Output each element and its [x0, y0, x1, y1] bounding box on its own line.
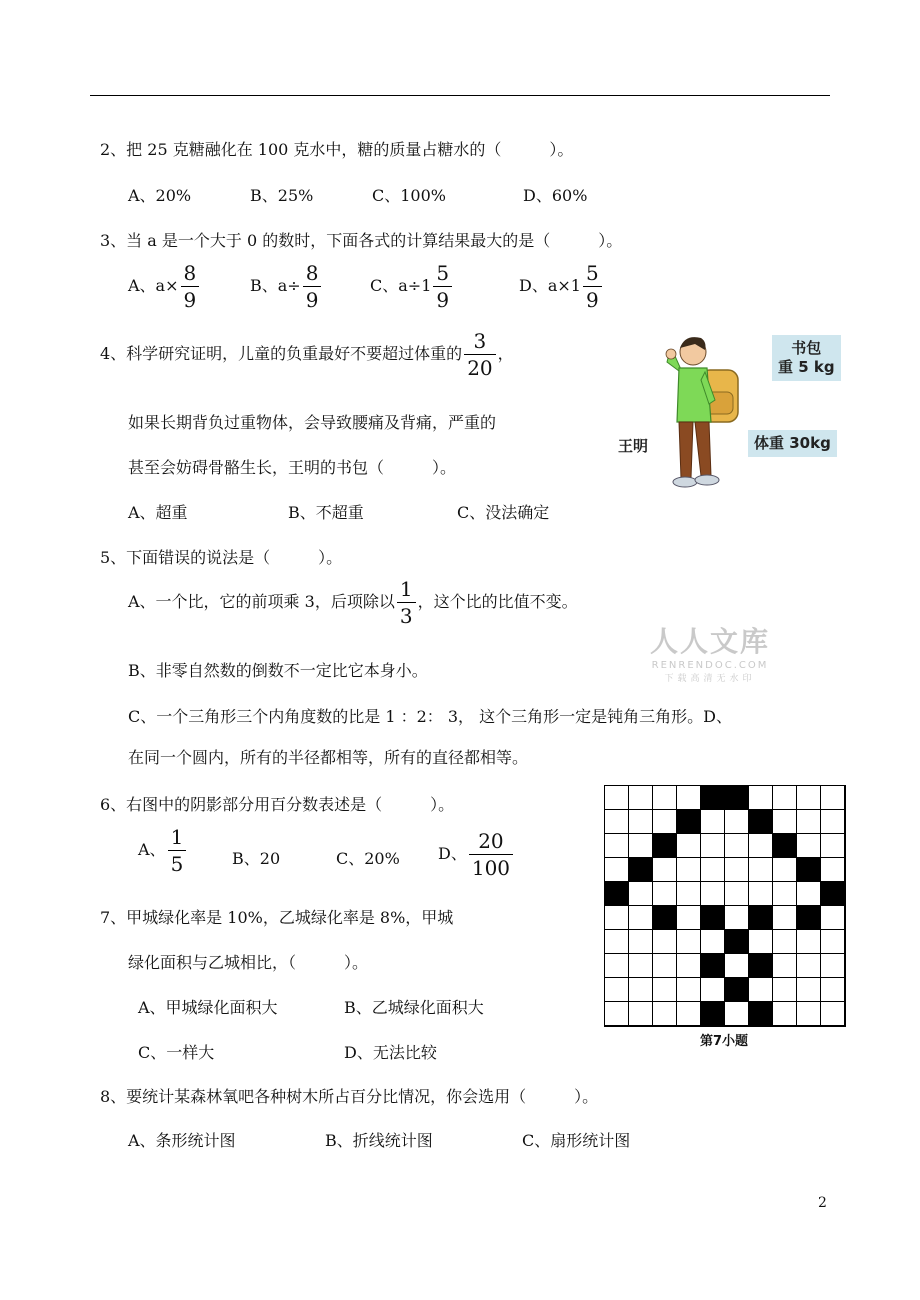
- grid-cell: [821, 858, 845, 882]
- q4-stem-text: 4、科学研究证明，儿童的负重最好不要超过体重的: [100, 344, 463, 363]
- grid-cell: [701, 978, 725, 1002]
- watermark: [645, 620, 775, 684]
- grid-cell: [605, 978, 629, 1002]
- grid-cell-shaded: [677, 810, 701, 834]
- q3-option-d-fraction: [583, 262, 602, 311]
- grid-cell: [653, 786, 677, 810]
- q6-option-c: C、20%: [336, 849, 400, 868]
- grid-cell: [821, 930, 845, 954]
- q8-option-b: B、折线统计图: [325, 1131, 433, 1150]
- grid-cell-shaded: [749, 906, 773, 930]
- grid-cell-shaded: [653, 834, 677, 858]
- grid-cell: [677, 954, 701, 978]
- q2-stem: 2、把 25 克糖融化在 100 克水中，糖的质量占糖水的（ ）。: [100, 140, 574, 159]
- grid-cell: [773, 930, 797, 954]
- grid-cell: [749, 930, 773, 954]
- grid-cell: [749, 834, 773, 858]
- grid-cell: [773, 882, 797, 906]
- grid-caption: 第7小题: [700, 1034, 749, 1049]
- backpack-label-line-2: 重 5 kg: [778, 357, 835, 376]
- grid-cell: [773, 954, 797, 978]
- q5-option-c: C、一个三角形三个内角度数的比是 1 ：2： 3， 这个三角形一定是钝角三角形。D、: [128, 707, 732, 726]
- boy-with-backpack-image: [645, 330, 755, 490]
- grid-cell: [605, 906, 629, 930]
- grid-cell: [749, 978, 773, 1002]
- grid-cell: [773, 978, 797, 1002]
- grid-cell: [725, 834, 749, 858]
- q4-fraction-denominator: 20: [464, 354, 495, 379]
- q5-option-b: B、非零自然数的倒数不一定比它本身小。: [128, 661, 428, 680]
- q5-fraction-denominator: 3: [397, 602, 416, 627]
- q6-option-a: [138, 826, 188, 875]
- q4-line-3: 甚至会妨碍骨骼生长，王明的书包（ ）。: [128, 458, 457, 477]
- grid-cell: [653, 810, 677, 834]
- grid-cell-shaded: [749, 1002, 773, 1026]
- grid-cell: [677, 1002, 701, 1026]
- grid-cell: [677, 978, 701, 1002]
- grid-cell-shaded: [797, 906, 821, 930]
- grid-cell-shaded: [605, 882, 629, 906]
- backpack-weight-label: [772, 335, 841, 381]
- q8-stem: 8、要统计某森林氧吧各种树木所占百分比情况，你会选用（ ）。: [100, 1087, 599, 1106]
- q6-option-d-numerator: 20: [478, 829, 504, 853]
- grid-cell: [629, 930, 653, 954]
- grid-cell: [797, 834, 821, 858]
- grid-cell: [605, 810, 629, 834]
- grid-cell: [821, 906, 845, 930]
- grid-cell: [725, 858, 749, 882]
- grid-cell: [797, 882, 821, 906]
- grid-cell: [677, 930, 701, 954]
- q7-option-c: C、一样大: [138, 1043, 215, 1062]
- q5-fraction-numerator: 1: [399, 577, 413, 601]
- q2-option-a: A、20%: [128, 186, 192, 205]
- body-weight-label: 体重 30kg: [748, 430, 837, 457]
- grid-cell: [629, 1002, 653, 1026]
- q3-option-c-whole: 1: [421, 276, 432, 295]
- grid-cell-shaded: [701, 786, 725, 810]
- watermark-tagline: 下载高清无水印: [664, 674, 756, 684]
- q6-option-a-fraction: [168, 826, 187, 875]
- grid-cell: [821, 786, 845, 810]
- grid-cell: [797, 954, 821, 978]
- q3-option-d-denominator: 9: [583, 286, 602, 311]
- q7-option-b: B、乙城绿化面积大: [344, 998, 484, 1017]
- grid-cell: [749, 882, 773, 906]
- q3-option-a-denominator: 9: [181, 286, 200, 311]
- grid-cell: [605, 834, 629, 858]
- q4-option-a: A、超重: [128, 503, 188, 522]
- grid-cell-shaded: [701, 906, 725, 930]
- q5-option-d: 在同一个圆内，所有的半径都相等，所有的直径都相等。: [128, 748, 529, 767]
- grid-cell: [797, 810, 821, 834]
- grid-cell: [629, 882, 653, 906]
- grid-cell: [725, 906, 749, 930]
- q3-option-c-numerator: 5: [436, 261, 450, 285]
- grid-cell: [653, 954, 677, 978]
- q3-option-d: [519, 262, 604, 311]
- grid-cell: [629, 786, 653, 810]
- q3-option-a: [128, 262, 201, 311]
- shaded-grid-figure: [604, 785, 846, 1027]
- grid-cell: [773, 906, 797, 930]
- q2-option-c: C、100%: [372, 186, 446, 205]
- grid-cell-shaded: [701, 954, 725, 978]
- grid-cell-shaded: [701, 1002, 725, 1026]
- grid-cell: [653, 930, 677, 954]
- watermark-title: 人人文库: [649, 625, 770, 658]
- q3-option-c-denominator: 9: [433, 286, 452, 311]
- q7-line-1: 7、甲城绿化率是 10%，乙城绿化率是 8%，甲城: [100, 908, 454, 927]
- grid-cell-shaded: [629, 858, 653, 882]
- q6-option-b: B、20: [232, 849, 281, 868]
- grid-cell: [701, 882, 725, 906]
- grid-cell: [653, 858, 677, 882]
- schoolboy-illustration: [618, 330, 845, 490]
- q5-option-a: [128, 578, 578, 627]
- grid-cell: [749, 858, 773, 882]
- grid-cell: [773, 858, 797, 882]
- q4-line-2: 如果长期背负过重物体，会导致腰痛及背痛，严重的: [128, 413, 497, 432]
- q8-option-a: A、条形统计图: [128, 1131, 236, 1150]
- q3-option-d-prefix: D、a×: [519, 276, 571, 295]
- grid-cell: [725, 882, 749, 906]
- q4-option-c: C、没法确定: [457, 503, 550, 522]
- q6-option-a-prefix: A、: [138, 840, 166, 859]
- q3-option-d-whole: 1: [570, 276, 581, 295]
- grid-cell-shaded: [749, 810, 773, 834]
- grid-cell: [821, 810, 845, 834]
- grid-cell: [677, 906, 701, 930]
- grid-cell: [605, 858, 629, 882]
- q8-option-c: C、扇形统计图: [522, 1131, 631, 1150]
- grid-cell: [677, 858, 701, 882]
- q4-stem-fraction: [464, 330, 495, 379]
- grid-cell-shaded: [749, 954, 773, 978]
- q6-option-a-numerator: 1: [170, 825, 184, 849]
- q2-option-d: D、60%: [523, 186, 588, 205]
- grid-cell: [677, 834, 701, 858]
- q5-option-a-tail: ，这个比的比值不变。: [417, 592, 578, 611]
- q6-stem: 6、右图中的阴影部分用百分数表述是（ ）。: [100, 795, 455, 814]
- grid-cell: [821, 954, 845, 978]
- q3-stem: 3、当 a 是一个大于 0 的数时，下面各式的计算结果最大的是（ ）。: [100, 231, 623, 250]
- grid-cell: [653, 1002, 677, 1026]
- q3-option-b-denominator: 9: [303, 286, 322, 311]
- grid-cell-shaded: [725, 978, 749, 1002]
- grid-cell-shaded: [725, 786, 749, 810]
- q3-option-c-fraction: [433, 262, 452, 311]
- q6-option-d-fraction: [469, 830, 513, 879]
- grid-cell: [629, 954, 653, 978]
- q5-option-a-text: A、一个比，它的前项乘 3，后项除以: [128, 592, 395, 611]
- q6-option-d-prefix: D、: [438, 844, 467, 863]
- q2-option-b: B、25%: [250, 186, 314, 205]
- q6-option-d: [438, 830, 515, 879]
- q6-option-d-denominator: 100: [469, 854, 513, 879]
- q7-option-d: D、无法比较: [344, 1043, 437, 1062]
- q4-stem: [100, 330, 514, 379]
- grid-cell: [701, 810, 725, 834]
- grid-cell: [773, 810, 797, 834]
- q4-fraction-numerator: 3: [473, 329, 487, 353]
- grid-cell: [797, 978, 821, 1002]
- grid-cell: [605, 930, 629, 954]
- q3-option-b: [250, 262, 323, 311]
- grid-cell: [653, 882, 677, 906]
- q7-option-a: A、甲城绿化面积大: [138, 998, 278, 1017]
- q4-stem-tail: ，: [497, 344, 514, 363]
- grid-cell: [629, 810, 653, 834]
- grid-cell: [725, 810, 749, 834]
- q3-option-a-fraction: [181, 262, 200, 311]
- grid-cell: [773, 1002, 797, 1026]
- q3-option-b-numerator: 8: [305, 261, 319, 285]
- grid-cell-shaded: [653, 906, 677, 930]
- grid-cell-shaded: [821, 882, 845, 906]
- q5-stem: 5、下面错误的说法是（ ）。: [100, 548, 343, 567]
- grid-cell: [821, 834, 845, 858]
- grid-cell: [701, 834, 725, 858]
- q3-option-c: [370, 262, 454, 311]
- grid-cell: [629, 834, 653, 858]
- grid-cell-shaded: [797, 858, 821, 882]
- backpack-label-line-1: 书包: [791, 339, 822, 357]
- watermark-site: RENRENDOC.COM: [651, 660, 769, 671]
- grid-cell: [725, 1002, 749, 1026]
- q6-option-a-denominator: 5: [168, 850, 187, 875]
- q3-option-a-prefix: A、a×: [128, 276, 179, 295]
- grid-cell: [821, 1002, 845, 1026]
- student-name-label: 王明: [618, 437, 649, 455]
- q3-option-a-numerator: 8: [183, 261, 197, 285]
- q3-option-d-numerator: 5: [585, 261, 599, 285]
- grid-cell: [629, 978, 653, 1002]
- grid-cell: [701, 858, 725, 882]
- grid-cell: [725, 954, 749, 978]
- grid-cell: [605, 786, 629, 810]
- grid-cell: [773, 786, 797, 810]
- grid-cell: [629, 906, 653, 930]
- grid-cell: [605, 1002, 629, 1026]
- grid-cell-shaded: [773, 834, 797, 858]
- q3-option-c-prefix: C、a÷: [370, 276, 422, 295]
- grid-cell: [797, 786, 821, 810]
- grid-cell: [677, 786, 701, 810]
- q3-option-b-fraction: [303, 262, 322, 311]
- grid-cell-shaded: [725, 930, 749, 954]
- grid-cell: [749, 786, 773, 810]
- q4-option-b: B、不超重: [288, 503, 364, 522]
- grid-cell: [653, 978, 677, 1002]
- grid-cell: [677, 882, 701, 906]
- page-number: 2: [818, 1195, 827, 1211]
- grid-cell: [797, 1002, 821, 1026]
- q5-option-a-fraction: [397, 578, 416, 627]
- q3-option-b-prefix: B、a÷: [250, 276, 301, 295]
- header-rule: [90, 95, 830, 96]
- q7-line-2: 绿化面积与乙城相比，（ ）。: [128, 953, 369, 972]
- grid-cell: [821, 978, 845, 1002]
- grid-cell: [605, 954, 629, 978]
- grid-cell: [797, 930, 821, 954]
- grid-cell: [701, 930, 725, 954]
